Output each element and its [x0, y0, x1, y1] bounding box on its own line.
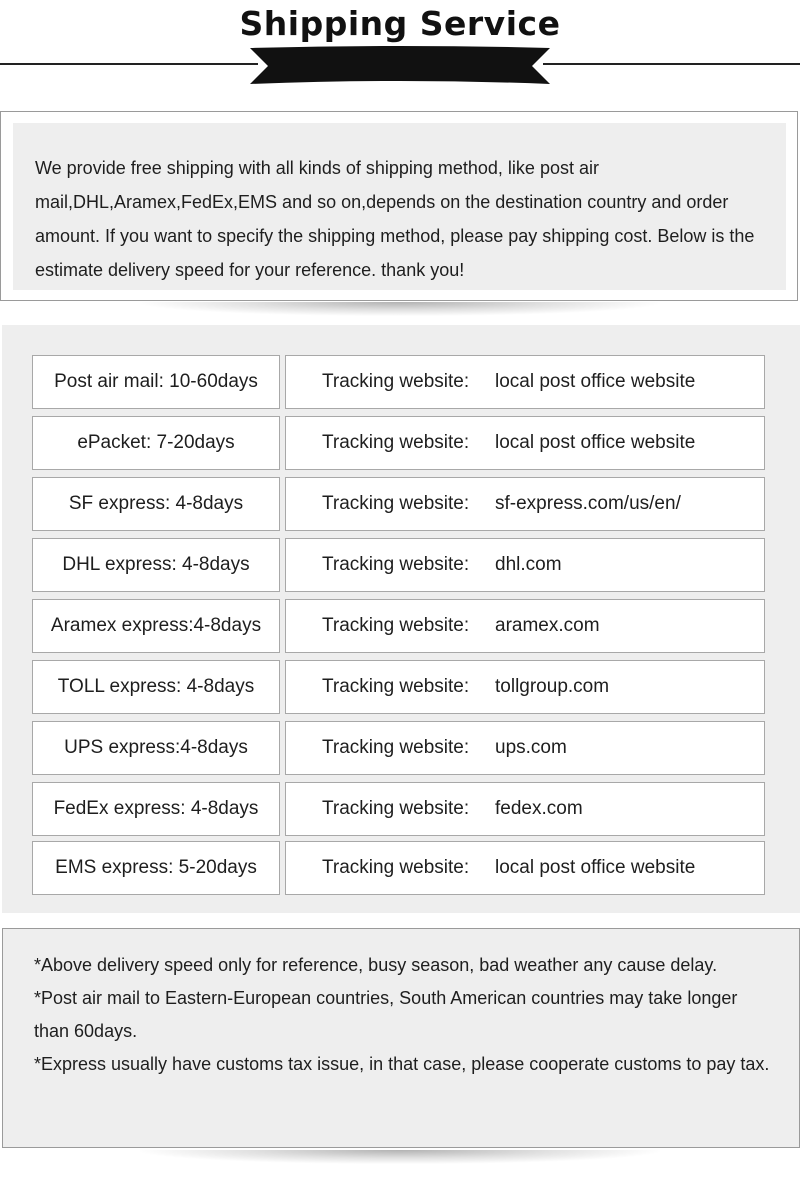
header-ribbon-banner	[250, 42, 550, 86]
shipping-table	[2, 325, 800, 913]
tracking-cell	[285, 841, 765, 895]
tracking-cell	[285, 721, 765, 775]
shipping-method-cell: FedEx express: 4-8days	[32, 782, 280, 836]
tracking-cell	[285, 538, 765, 592]
tracking-cell	[285, 782, 765, 836]
shipping-method-cell: Post air mail: 10-60days	[32, 355, 280, 409]
tracking-website: local post office website	[495, 432, 696, 453]
shipping-row	[2, 599, 800, 653]
shipping-row	[2, 477, 800, 531]
note-text: *Post air mail to Eastern-European countries, South American countries may take longer than 60days.	[34, 988, 738, 1041]
tracking-cell	[285, 416, 765, 470]
shipping-row	[2, 660, 800, 714]
intro-box	[0, 111, 798, 301]
shipping-method-cell: EMS express: 5-20days	[32, 841, 280, 895]
shipping-row	[2, 416, 800, 470]
tracking-label: Tracking website:	[322, 737, 470, 758]
tracking-website: sf-express.com/us/en/	[495, 493, 681, 514]
note-text: *Express usually have customs tax issue, in that case, please cooperate customs to pay tax.	[34, 1054, 770, 1074]
shipping-method-cell: Aramex express:4-8days	[32, 599, 280, 653]
tracking-label: Tracking website:	[322, 857, 470, 878]
header-rule-left	[0, 63, 258, 65]
tracking-cell	[285, 477, 765, 531]
tracking-cell	[285, 599, 765, 653]
tracking-label: Tracking website:	[322, 432, 470, 453]
tracking-label: Tracking website:	[322, 554, 470, 575]
shipping-method-cell: UPS express:4-8days	[32, 721, 280, 775]
tracking-cell	[285, 355, 765, 409]
shipping-row	[2, 538, 800, 592]
page-header	[0, 0, 800, 100]
notes-box	[2, 928, 800, 1148]
tracking-website: ups.com	[495, 737, 567, 758]
shipping-row	[2, 841, 800, 895]
notes-shadow	[140, 1150, 660, 1164]
shipping-method-cell: SF express: 4-8days	[32, 477, 280, 531]
tracking-label: Tracking website:	[322, 493, 470, 514]
shipping-method-cell: TOLL express: 4-8days	[32, 660, 280, 714]
tracking-website: fedex.com	[495, 798, 583, 819]
tracking-label: Tracking website:	[322, 371, 470, 392]
shipping-row	[2, 721, 800, 775]
shipping-row	[2, 782, 800, 836]
tracking-website: tollgroup.com	[495, 676, 610, 697]
tracking-label: Tracking website:	[322, 798, 470, 819]
tracking-website: local post office website	[495, 857, 696, 878]
tracking-website: dhl.com	[495, 554, 562, 575]
shipping-method-cell: ePacket: 7-20days	[32, 416, 280, 470]
note-text: *Above delivery speed only for reference, busy season, bad weather any cause delay.	[34, 955, 718, 975]
page-title: Shipping Service	[239, 4, 561, 43]
tracking-label: Tracking website:	[322, 615, 470, 636]
shipping-row	[2, 355, 800, 409]
tracking-website: aramex.com	[495, 615, 600, 636]
tracking-label: Tracking website:	[322, 676, 470, 697]
intro-text: We provide free shipping with all kinds of shipping method, like post air mail,DHL,Aramex,FedEx,EMS and so on,depends on the destination country and order amount. If you want to specify the shipping method, please pay shipping cost. Below is the estimate delivery speed for your reference. thank you!	[35, 158, 755, 280]
tracking-cell	[285, 660, 765, 714]
header-rule-right	[543, 63, 800, 65]
shipping-method-cell: DHL express: 4-8days	[32, 538, 280, 592]
intro-shadow	[140, 302, 660, 316]
intro-panel	[13, 123, 786, 290]
tracking-website: local post office website	[495, 371, 696, 392]
